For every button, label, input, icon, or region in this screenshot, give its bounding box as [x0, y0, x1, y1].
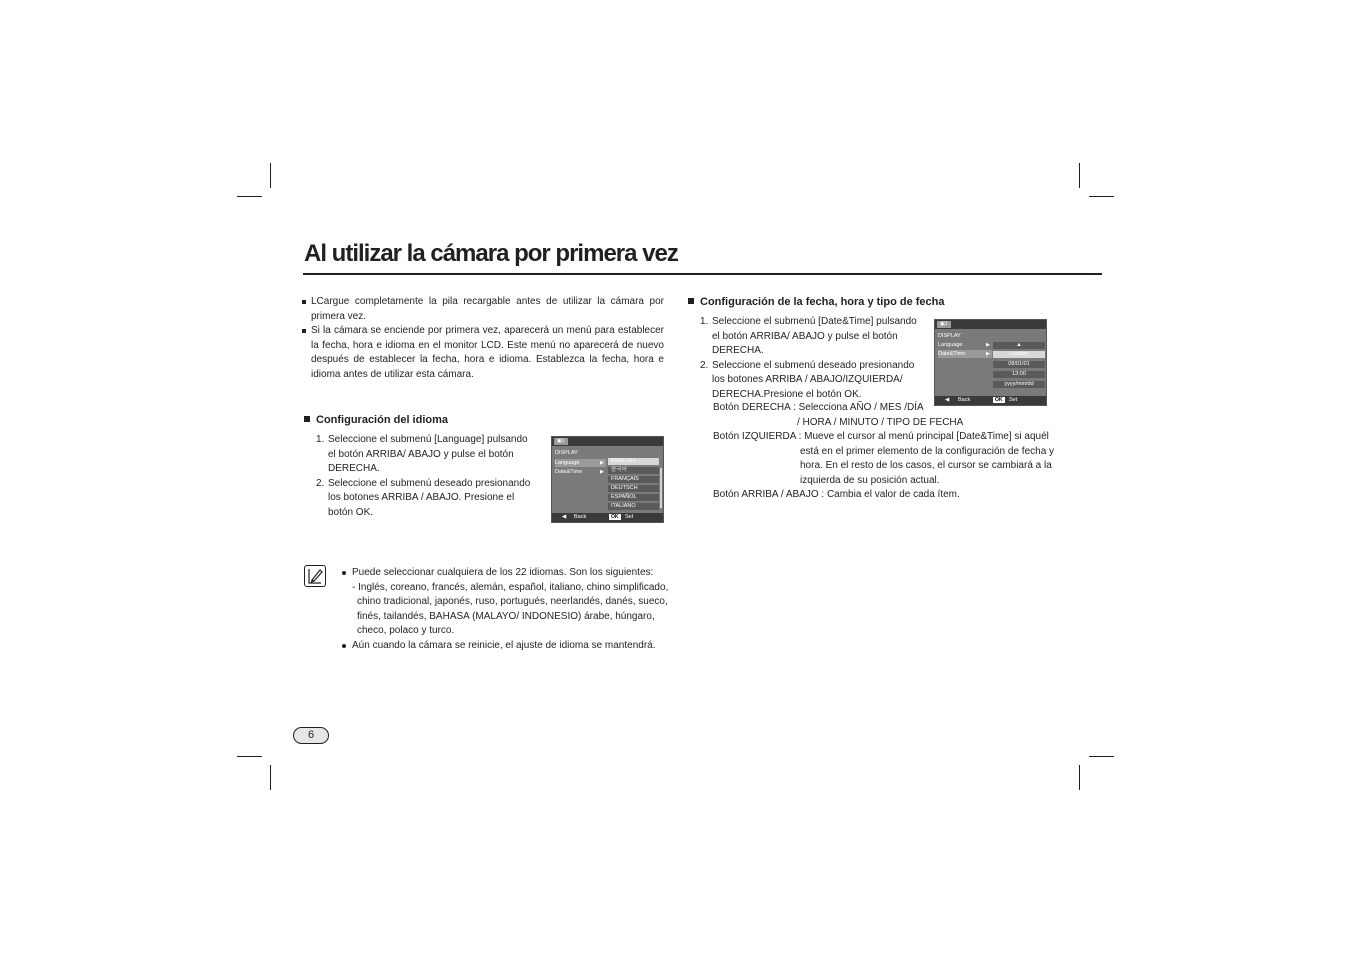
note-line: chino tradicional, japonés, ruso, portugués, neerlandés, danés, sueco, [357, 596, 668, 607]
left-button-desc: Botón IZQUIERDA : Mueve el cursor al menú principal [Date&Time] si aquél [713, 431, 1049, 442]
lcd-date: 08/01/01 [993, 361, 1045, 368]
left-arrow-icon: ◀ [945, 397, 950, 403]
note-line: checo, polaco y turco. [357, 625, 455, 636]
language-lcd-screen [551, 436, 664, 523]
right-arrow-icon: ▶ [986, 342, 990, 348]
step-line: Seleccione el submenú [Date&Time] pulsando [712, 316, 917, 327]
step-number: 1. [316, 434, 325, 445]
left-arrow-icon: ◀ [562, 514, 567, 520]
step-line: los botones ARRIBA / ABAJO/IZQUIERDA/ [712, 374, 903, 385]
page-title: Al utilizar la cámara por primera vez [304, 240, 678, 267]
step-line: el botón ARRIBA/ ABAJO y pulse el botón [712, 330, 898, 342]
crop-mark [270, 163, 271, 188]
date-steps [700, 315, 917, 402]
lcd-menu-item: Language [938, 342, 963, 348]
lcd-option: ESPAÑOL [608, 494, 659, 501]
crop-mark [1079, 163, 1080, 188]
step-item [316, 433, 530, 477]
step-item [700, 359, 917, 403]
lcd-set-label: Set [625, 514, 634, 520]
intro-item: LCargue completamente la pila recargable antes de utilizar la cámara por primera vez. [302, 295, 664, 324]
step-line: Seleccione el submenú [Language] pulsando [328, 434, 528, 445]
right-button-desc: Botón DERECHA : Selecciona AÑO / MES /DÍA [713, 402, 924, 413]
language-section-heading [304, 414, 448, 426]
step-line: DERECHA.Presione el botón OK. [712, 388, 862, 400]
menu-tab: ▣1 [554, 438, 568, 445]
right-arrow-icon: ▶ [600, 469, 604, 475]
menu-tab: ▣1 [937, 321, 951, 328]
note-list [341, 566, 668, 653]
note-pencil-icon [304, 565, 326, 587]
step-line: botón OK. [328, 506, 374, 518]
step-line: el botón ARRIBA/ ABAJO y pulse el botón [328, 448, 514, 460]
date-section-heading [688, 296, 945, 308]
lcd-menu-item: Date&Time [938, 350, 992, 358]
note-line: - Inglés, coreano, francés, alemán, español, italiano, chino simplificado, [352, 581, 669, 593]
lcd-time: 13:00 [993, 371, 1045, 378]
note-item: Aún cuando la cámara se reinicie, el ajuste de idioma se mantendrá. [341, 639, 668, 654]
lcd-city: London [993, 351, 1045, 358]
lcd-back-label: Back [958, 397, 971, 403]
intro-item: Si la cámara se enciende por primera vez, aparecerá un menú para establecer la fecha, hora e idioma en el monitor LCD. Este menú no aparecerá de nuevo después de establecer la fecha, hora e idioma. Establezca la fecha, hora e idioma antes de utilizar esta cámara. [302, 324, 664, 382]
left-button-desc-cont: hora. En el resto de los casos, el cursor se cambiará a la [800, 460, 1052, 471]
heading-text: Configuración del idioma [316, 414, 449, 426]
lcd-option: ITALIANO [608, 503, 659, 510]
up-arrow-icon: ▲ [993, 342, 1045, 349]
lcd-option: FRANÇAIS [608, 476, 659, 483]
lcd-date-format: yyyy/mm/dd [993, 381, 1045, 388]
square-bullet-icon [304, 416, 310, 422]
lcd-menu-item: Date&Time [555, 469, 583, 475]
step-number: 1. [700, 316, 709, 327]
square-bullet-icon [688, 298, 694, 304]
left-button-desc-cont: está en el primer elemento de la configuración de fecha y [800, 446, 1055, 457]
step-line: Seleccione el submenú deseado presionando [712, 359, 915, 371]
step-line: Seleccione el submenú deseado presionando [328, 477, 531, 489]
lcd-option: DEUTSCH [608, 485, 659, 492]
crop-mark [270, 765, 271, 790]
heading-text: Configuración de la fecha, hora y tipo de fecha [700, 296, 945, 308]
lcd-menu-item: DISPLAY [938, 333, 961, 339]
lcd-option: 한국어 [608, 467, 659, 474]
lcd-ok-label: OK [995, 397, 1003, 403]
crop-mark [1079, 765, 1080, 790]
note-item: Puede seleccionar cualquiera de los 22 idiomas. Son los siguientes: [341, 566, 668, 581]
crop-mark [237, 196, 262, 197]
note-line: finés, tailandés, BAHASA (MALAYO/ INDONESIO) árabe, húngaro, [357, 610, 655, 622]
right-arrow-icon: ▶ [600, 460, 604, 466]
lcd-back-label: Back [574, 514, 587, 520]
language-steps [316, 433, 530, 520]
crop-mark [1089, 756, 1114, 757]
step-number: 2. [316, 477, 325, 489]
intro-list [302, 295, 664, 383]
updown-button-desc: Botón ARRIBA / ABAJO : Cambia el valor de cada ítem. [713, 489, 960, 500]
date-lcd-screen [934, 319, 1047, 406]
title-rule [303, 273, 1102, 275]
lcd-menu-item: Language [555, 459, 606, 467]
step-number: 2. [700, 359, 709, 371]
page-number: 6 [293, 727, 329, 744]
right-arrow-icon: ▶ [986, 351, 990, 357]
step-line: DERECHA. [712, 345, 764, 356]
step-item [700, 315, 917, 359]
step-line: DERECHA. [328, 463, 380, 474]
right-button-desc-cont: / HORA / MINUTO / TIPO DE FECHA [797, 417, 964, 428]
lcd-scrollbar [660, 468, 662, 508]
left-button-desc-cont: izquierda de su posición actual. [800, 475, 940, 486]
lcd-option: ENGLISH [608, 458, 659, 465]
crop-mark [1089, 196, 1114, 197]
lcd-set-label: Set [1009, 397, 1018, 403]
step-item [316, 477, 530, 521]
lcd-ok-label: OK [611, 514, 619, 520]
crop-mark [237, 756, 262, 757]
lcd-menu-item: DISPLAY [555, 450, 578, 456]
step-line: los botones ARRIBA / ABAJO. Presione el [328, 492, 515, 503]
